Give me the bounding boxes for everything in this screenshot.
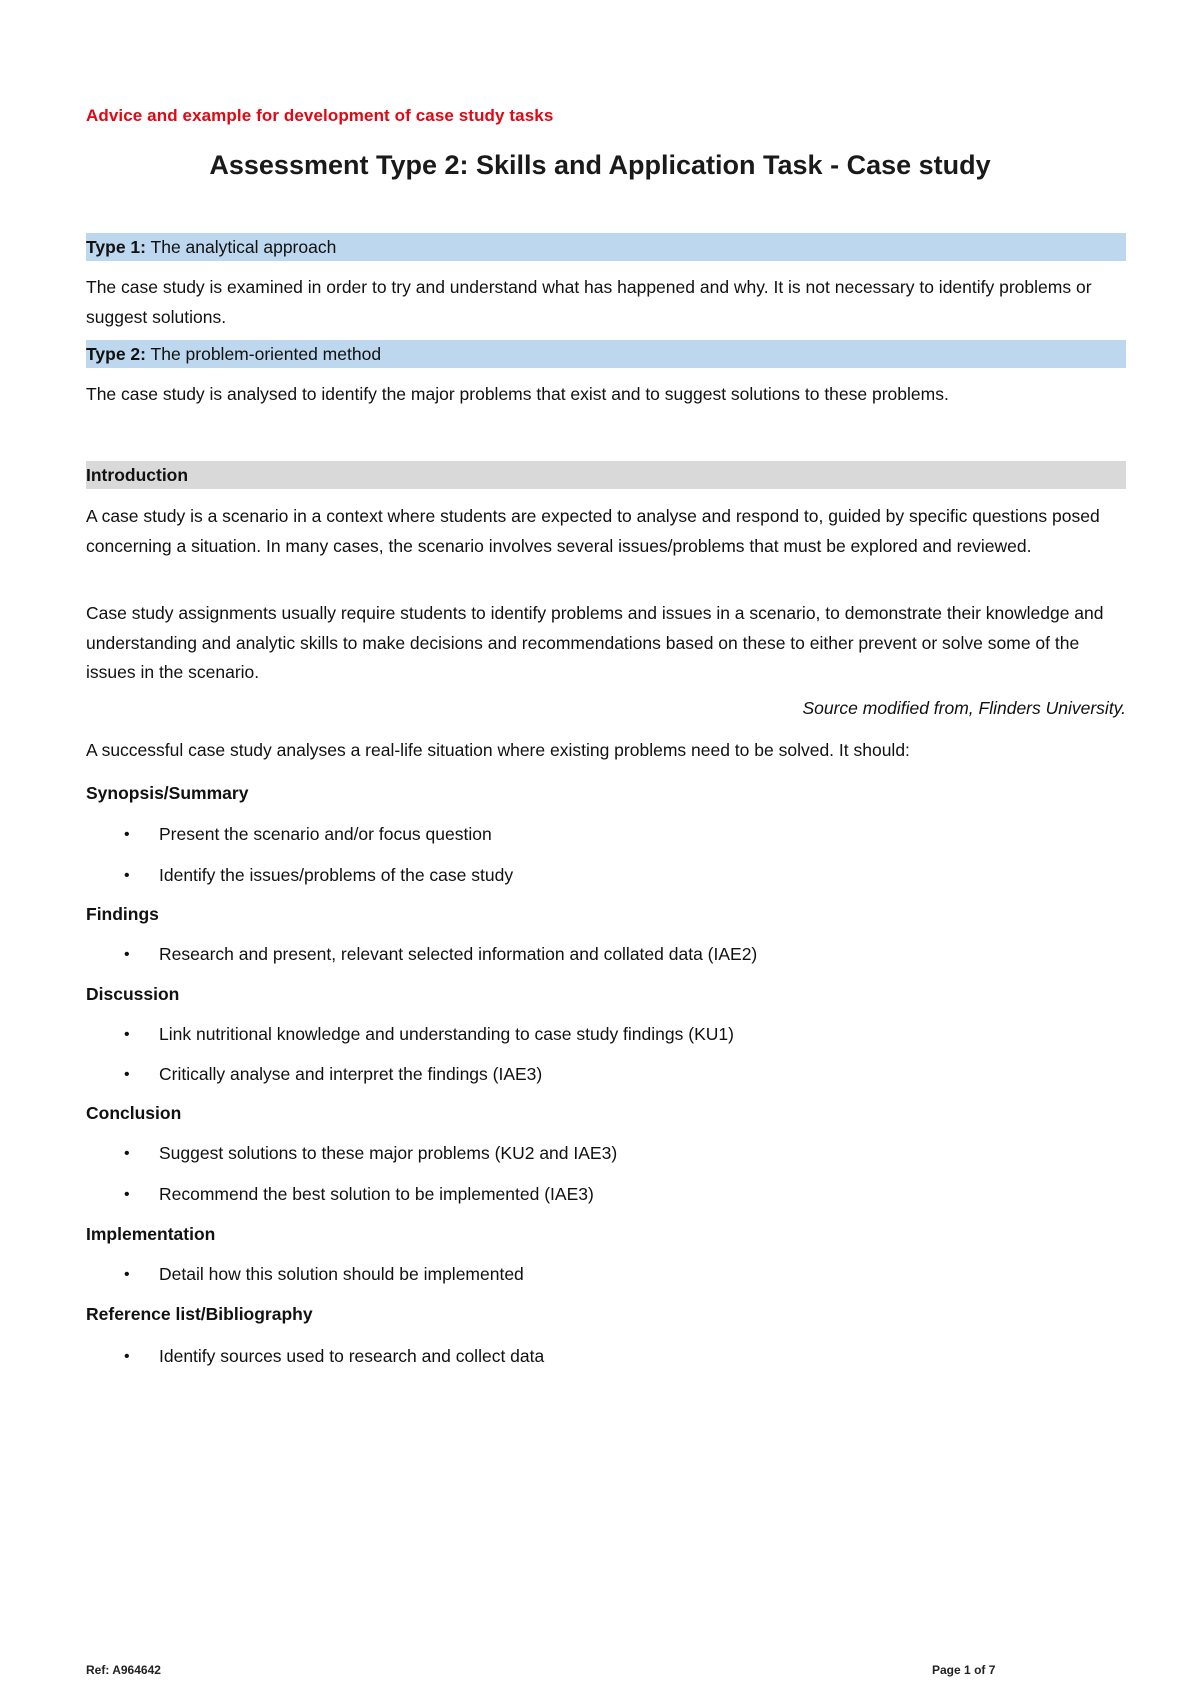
- introduction-heading: Introduction: [86, 465, 189, 485]
- type-2-name: The problem-oriented method: [150, 344, 382, 364]
- type-2-banner: [86, 340, 1126, 368]
- page-number: [932, 1663, 995, 1677]
- bullet-icon: •: [124, 1266, 130, 1283]
- bullet-icon: •: [124, 1066, 130, 1083]
- section-heading: Implementation: [86, 1224, 216, 1244]
- type-2-label: Type 2:: [86, 344, 146, 364]
- page-current: 1: [964, 1663, 971, 1677]
- introduction-paragraph-1: A case study is a scenario in a context where students are expected to analyse and respond to, guided by specific questions posed concerning a situation. In many cases, the scenario involves several issues/problems that must be explored and reviewed.: [86, 506, 1100, 556]
- list-item-text: Link nutritional knowledge and understanding to case study findings (KU1): [159, 1024, 734, 1044]
- page-title: Assessment Type 2: Skills and Application Task - Case study: [209, 150, 991, 180]
- bullet-icon: •: [124, 946, 130, 963]
- list-item-text: Suggest solutions to these major problems (KU2 and IAE3): [159, 1143, 618, 1163]
- section-heading: Synopsis/Summary: [86, 783, 249, 803]
- page-label: Page: [932, 1663, 961, 1677]
- type-1-banner: [86, 233, 1126, 261]
- bullet-icon: •: [124, 1145, 130, 1162]
- section-heading: Findings: [86, 904, 159, 924]
- bullet-icon: •: [124, 1348, 130, 1365]
- lead-sentence: A successful case study analyses a real-life situation where existing problems need to be solved. It should:: [86, 740, 910, 760]
- list-item-text: Identify sources used to research and collect data: [159, 1346, 545, 1366]
- list-item-text: Detail how this solution should be implemented: [159, 1264, 524, 1284]
- list-item-text: Present the scenario and/or focus question: [159, 824, 492, 844]
- introduction-paragraph-2: Case study assignments usually require students to identify problems and issues in a scenario, to demonstrate their knowledge and understanding and analytic skills to make decisions and recommendations based on these to either prevent or solve some of the issues in the scenario.: [86, 603, 1104, 682]
- section-heading: Reference list/Bibliography: [86, 1304, 313, 1324]
- list-item-text: Recommend the best solution to be implemented (IAE3): [159, 1184, 594, 1204]
- bullet-icon: •: [124, 826, 130, 843]
- type-2-description: The case study is analysed to identify the major problems that exist and to suggest solutions to these problems.: [86, 384, 949, 404]
- bullet-icon: •: [124, 1026, 130, 1043]
- list-item-text: Critically analyse and interpret the findings (IAE3): [159, 1064, 543, 1084]
- type-1-name: The analytical approach: [150, 237, 337, 257]
- list-item-text: Research and present, relevant selected information and collated data (IAE2): [159, 944, 758, 964]
- advice-heading: Advice and example for development of case study tasks: [86, 106, 554, 125]
- footer-reference: Ref: A964642: [86, 1663, 161, 1677]
- introduction-banner: [86, 461, 1126, 489]
- type-1-description: The case study is examined in order to try and understand what has happened and why. It is not necessary to identify problems or suggest solutions.: [86, 277, 1092, 327]
- page-of-label: of: [974, 1663, 986, 1677]
- source-citation: Source modified from, Flinders University.: [802, 698, 1126, 718]
- section-heading: Conclusion: [86, 1103, 182, 1123]
- list-item-text: Identify the issues/problems of the case study: [159, 865, 514, 885]
- section-heading: Discussion: [86, 984, 180, 1004]
- bullet-icon: •: [124, 1186, 130, 1203]
- page-total: 7: [988, 1663, 996, 1677]
- bullet-icon: •: [124, 867, 130, 884]
- type-1-label: Type 1:: [86, 237, 146, 257]
